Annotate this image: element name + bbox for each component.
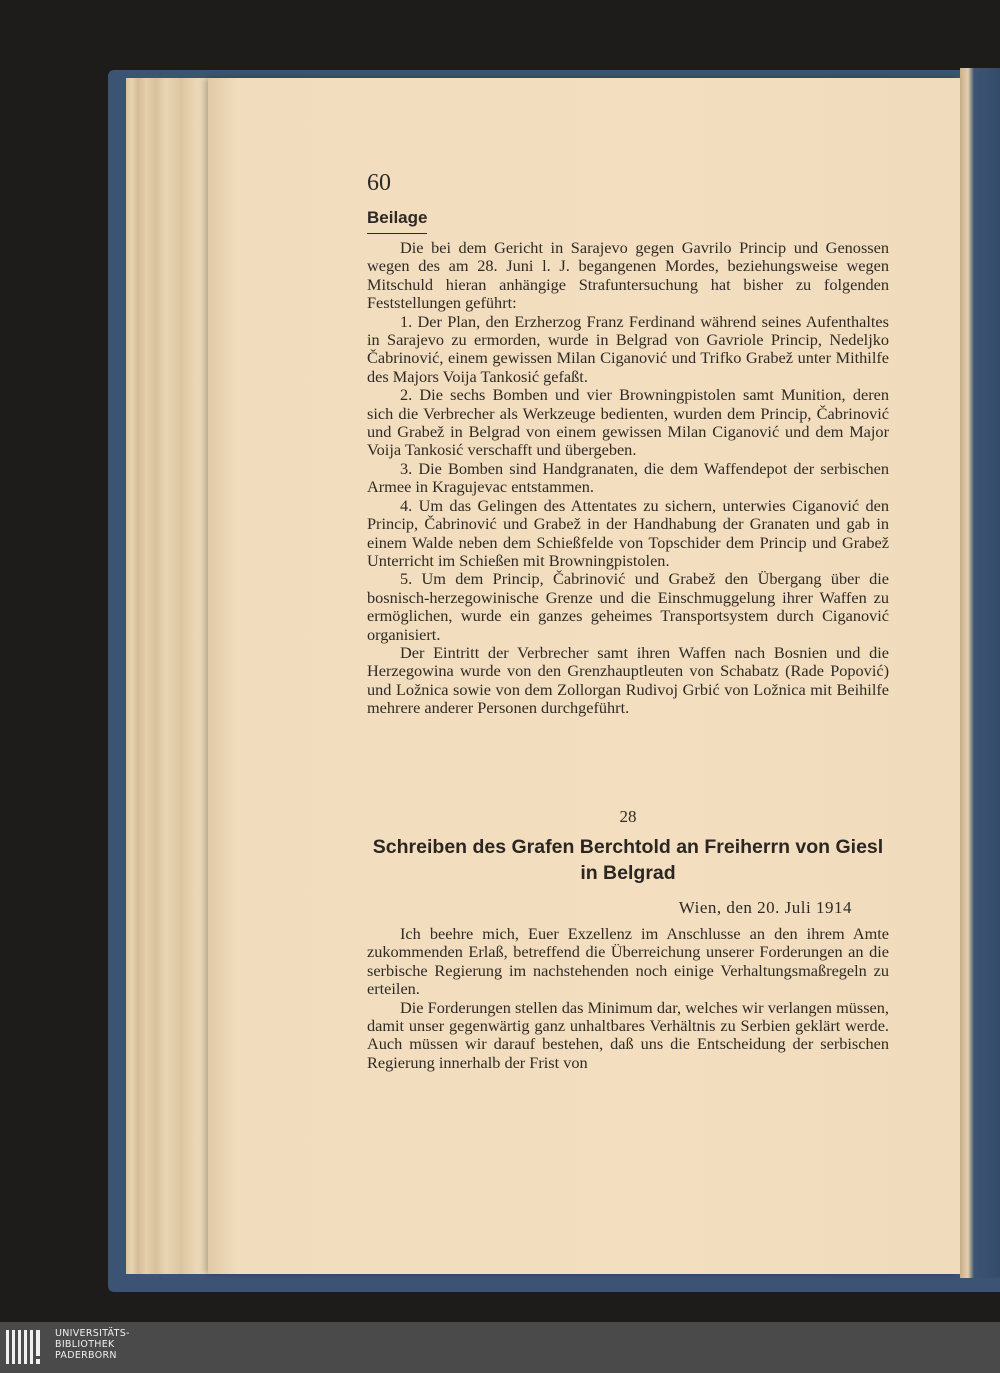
library-name-line: PADERBORN xyxy=(55,1350,117,1361)
library-name-line: UNIVERSITÄTS- xyxy=(55,1328,130,1339)
library-name xyxy=(55,1328,130,1361)
document-title-line: Schreiben des Grafen Berchtold an Freiherrn von Giesl xyxy=(372,836,884,858)
annex-text xyxy=(367,239,889,718)
document-title-line: in Belgrad xyxy=(580,862,676,884)
next-page-edge xyxy=(960,68,1000,1278)
paragraph: 4. Um das Gelingen des Attentates zu sichern, unterwies Ciganović den Princip, Čabrinović und Grabež in der Handhabung der Granaten und gab in einem Walde neben dem Schießfelde von Topschider dem Princip und Grabež Unterricht im Schießen mit Browningpistolen. xyxy=(367,495,889,570)
paragraph: Die bei dem Gericht in Sarajevo gegen Gavrilo Princip und Genossen wegen des am 28. Juni l. J. begangenen Mordes, beziehungsweise wegen Mitschuld hieran anhängige Strafuntersuchung hat bisher zu folgenden Feststellungen geführt: xyxy=(367,238,889,313)
dateline: Wien, den 20. Juli 1914 xyxy=(678,898,852,917)
library-name-line: BIBLIOTHEK xyxy=(55,1339,115,1350)
heading-underline xyxy=(367,233,427,234)
document-number: 28 xyxy=(619,807,637,826)
section-heading: Beilage xyxy=(367,208,428,227)
paragraph: 2. Die sechs Bomben und vier Browningpistolen samt Munition, deren sich die Verbrecher als Werkzeuge bedienten, wurden dem Princip, Čabrinović und Grabež in Belgrad von einem gewissen Milan Ciganović und dem Major Voija Tankosić verschafft und übergeben. xyxy=(367,385,889,460)
paragraph: Ich beehre mich, Euer Exzellenz im Anschlusse an den ihrem Amte zukommenden Erlaß, betreffend die Überreichung unserer Forderungen an die serbische Regierung im nachstehenden noch einige Verhaltungsmaßregeln zu erteilen. xyxy=(367,924,889,999)
letter-text xyxy=(367,925,889,1072)
document-title xyxy=(367,834,889,886)
paragraph: 1. Der Plan, den Erzherzog Franz Ferdinand während seines Aufenthaltes in Sarajevo zu ermorden, wurde in Belgrad von Gavriole Princip, Nedeljko Čabrinović, einem gewissen Milan Ciganović und Trifko Grabež unter Mithilfe des Majors Voija Tankosić gefaßt. xyxy=(367,311,889,386)
paragraph: Der Eintritt der Verbrecher samt ihren Waffen nach Bosnien und die Herzegowina wurde von den Grenzhauptleuten von Schabatz (Rade Popović) und Ložnica sowie von dem Zollorgan Rudivoj Grbić von Ložnica mit Beihilfe mehrere anderer Personen durchgeführt. xyxy=(367,642,889,718)
page-number: 60 xyxy=(367,170,391,196)
footer-bar xyxy=(0,1322,1000,1373)
paragraph: 3. Die Bomben sind Handgranaten, die dem Waffendepot der serbischen Armee in Kragujevac entstammen. xyxy=(367,458,889,497)
paragraph: Die Forderungen stellen das Minimum dar, welches wir verlangen müssen, damit unser gegenwärtig ganz unhaltbares Verhältnis zu Serbien geklärt werde. Auch müssen wir darauf bestehen, daß uns die Entscheidung der serbischen Regierung innerhalb der Frist von xyxy=(367,997,889,1072)
paragraph: 5. Um dem Princip, Čabrinović und Grabež den Übergang über die bosnisch-herzegowinische Grenze und die Einschmuggelung ihrer Waffen zu ermöglichen, wurde ein ganzes geheimes Transportsystem durch Ciganović organisiert. xyxy=(367,569,889,644)
library-bars-icon xyxy=(6,1326,48,1368)
